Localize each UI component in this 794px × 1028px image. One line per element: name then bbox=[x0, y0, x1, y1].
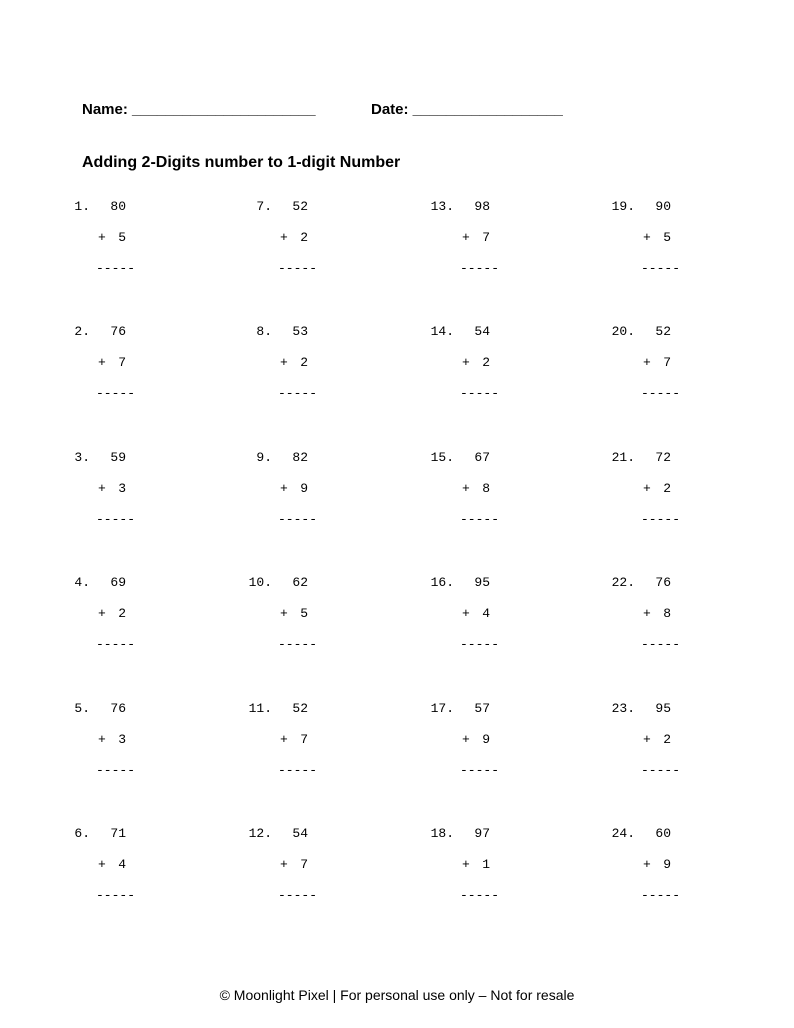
problem-bottom-number: 7 bbox=[300, 732, 308, 747]
problem-bottom-number: 3 bbox=[118, 481, 126, 496]
problem-bottom-number: 2 bbox=[663, 732, 671, 747]
problem-bottom-number: 2 bbox=[482, 355, 490, 370]
problem-number: 19. bbox=[611, 199, 635, 214]
problem-top-number: 95 bbox=[655, 701, 671, 716]
plus-sign: + bbox=[643, 606, 651, 621]
problem-top-number: 76 bbox=[655, 575, 671, 590]
problem-number: 6. bbox=[74, 826, 90, 841]
date-field[interactable]: Date: __________________ bbox=[371, 101, 563, 118]
plus-sign: + bbox=[643, 857, 651, 872]
problem-number: 15. bbox=[430, 450, 454, 465]
problem-top-number: 54 bbox=[474, 324, 490, 339]
answer-line: ----- bbox=[641, 763, 681, 778]
problem-number: 9. bbox=[256, 450, 272, 465]
plus-sign: + bbox=[462, 230, 470, 245]
problem-bottom-number: 5 bbox=[118, 230, 126, 245]
problem-bottom-number: 9 bbox=[300, 481, 308, 496]
problem-number: 16. bbox=[430, 575, 454, 590]
problem-number: 8. bbox=[256, 324, 272, 339]
problem-19 bbox=[607, 199, 717, 279]
problem-3 bbox=[62, 450, 172, 530]
problem-bottom-number: 7 bbox=[482, 230, 490, 245]
problem-bottom-number: 3 bbox=[118, 732, 126, 747]
problem-top-number: 90 bbox=[655, 199, 671, 214]
problem-top-number: 76 bbox=[110, 324, 126, 339]
answer-line: ----- bbox=[641, 512, 681, 527]
plus-sign: + bbox=[280, 355, 288, 370]
answer-line: ----- bbox=[460, 386, 500, 401]
problem-6 bbox=[62, 826, 172, 906]
problem-15 bbox=[426, 450, 536, 530]
answer-line: ----- bbox=[96, 637, 136, 652]
problem-bottom-number: 5 bbox=[300, 606, 308, 621]
problem-bottom-number: 4 bbox=[482, 606, 490, 621]
answer-line: ----- bbox=[278, 512, 318, 527]
problem-8 bbox=[244, 324, 354, 404]
plus-sign: + bbox=[98, 606, 106, 621]
problem-bottom-number: 2 bbox=[300, 355, 308, 370]
problem-number: 18. bbox=[430, 826, 454, 841]
problem-top-number: 98 bbox=[474, 199, 490, 214]
problem-top-number: 76 bbox=[110, 701, 126, 716]
problem-bottom-number: 1 bbox=[482, 857, 490, 872]
problem-16 bbox=[426, 575, 536, 655]
problem-2 bbox=[62, 324, 172, 404]
answer-line: ----- bbox=[641, 386, 681, 401]
plus-sign: + bbox=[98, 355, 106, 370]
problem-17 bbox=[426, 701, 536, 781]
answer-line: ----- bbox=[460, 888, 500, 903]
plus-sign: + bbox=[462, 606, 470, 621]
problem-bottom-number: 7 bbox=[118, 355, 126, 370]
footer-copyright: © Moonlight Pixel | For personal use only – Not for resale bbox=[219, 987, 575, 1003]
plus-sign: + bbox=[462, 732, 470, 747]
answer-line: ----- bbox=[96, 763, 136, 778]
answer-line: ----- bbox=[641, 888, 681, 903]
problem-number: 23. bbox=[611, 701, 635, 716]
problem-top-number: 52 bbox=[292, 199, 308, 214]
problem-number: 11. bbox=[248, 701, 272, 716]
answer-line: ----- bbox=[278, 386, 318, 401]
problem-number: 3. bbox=[74, 450, 90, 465]
problem-top-number: 95 bbox=[474, 575, 490, 590]
problem-bottom-number: 7 bbox=[663, 355, 671, 370]
problem-top-number: 69 bbox=[110, 575, 126, 590]
answer-line: ----- bbox=[96, 261, 136, 276]
problem-top-number: 52 bbox=[655, 324, 671, 339]
problem-top-number: 97 bbox=[474, 826, 490, 841]
problem-number: 22. bbox=[611, 575, 635, 590]
problem-top-number: 62 bbox=[292, 575, 308, 590]
problem-number: 24. bbox=[611, 826, 635, 841]
plus-sign: + bbox=[280, 230, 288, 245]
problem-top-number: 52 bbox=[292, 701, 308, 716]
plus-sign: + bbox=[280, 481, 288, 496]
problem-number: 14. bbox=[430, 324, 454, 339]
plus-sign: + bbox=[462, 481, 470, 496]
plus-sign: + bbox=[462, 355, 470, 370]
problem-number: 1. bbox=[74, 199, 90, 214]
problem-bottom-number: 9 bbox=[663, 857, 671, 872]
problem-14 bbox=[426, 324, 536, 404]
problem-bottom-number: 2 bbox=[300, 230, 308, 245]
problem-bottom-number: 8 bbox=[663, 606, 671, 621]
problem-22 bbox=[607, 575, 717, 655]
plus-sign: + bbox=[643, 230, 651, 245]
problem-bottom-number: 4 bbox=[118, 857, 126, 872]
problem-number: 13. bbox=[430, 199, 454, 214]
answer-line: ----- bbox=[641, 637, 681, 652]
problem-11 bbox=[244, 701, 354, 781]
answer-line: ----- bbox=[278, 763, 318, 778]
problem-12 bbox=[244, 826, 354, 906]
problem-number: 7. bbox=[256, 199, 272, 214]
problem-top-number: 72 bbox=[655, 450, 671, 465]
answer-line: ----- bbox=[96, 512, 136, 527]
plus-sign: + bbox=[280, 606, 288, 621]
problem-top-number: 57 bbox=[474, 701, 490, 716]
answer-line: ----- bbox=[96, 386, 136, 401]
problem-bottom-number: 2 bbox=[118, 606, 126, 621]
problem-bottom-number: 8 bbox=[482, 481, 490, 496]
problem-5 bbox=[62, 701, 172, 781]
plus-sign: + bbox=[643, 355, 651, 370]
answer-line: ----- bbox=[460, 261, 500, 276]
problem-top-number: 80 bbox=[110, 199, 126, 214]
problem-bottom-number: 7 bbox=[300, 857, 308, 872]
problem-1 bbox=[62, 199, 172, 279]
problem-number: 20. bbox=[611, 324, 635, 339]
problem-bottom-number: 2 bbox=[663, 481, 671, 496]
problem-top-number: 60 bbox=[655, 826, 671, 841]
problem-top-number: 53 bbox=[292, 324, 308, 339]
problem-top-number: 59 bbox=[110, 450, 126, 465]
problem-number: 12. bbox=[248, 826, 272, 841]
problem-number: 17. bbox=[430, 701, 454, 716]
plus-sign: + bbox=[462, 857, 470, 872]
plus-sign: + bbox=[643, 481, 651, 496]
plus-sign: + bbox=[98, 481, 106, 496]
problem-23 bbox=[607, 701, 717, 781]
problem-number: 21. bbox=[611, 450, 635, 465]
problem-4 bbox=[62, 575, 172, 655]
name-field[interactable]: Name: ______________________ bbox=[82, 101, 316, 118]
answer-line: ----- bbox=[278, 261, 318, 276]
problem-number: 5. bbox=[74, 701, 90, 716]
answer-line: ----- bbox=[460, 637, 500, 652]
answer-line: ----- bbox=[460, 512, 500, 527]
answer-line: ----- bbox=[641, 261, 681, 276]
problem-10 bbox=[244, 575, 354, 655]
problem-top-number: 82 bbox=[292, 450, 308, 465]
answer-line: ----- bbox=[96, 888, 136, 903]
problem-top-number: 67 bbox=[474, 450, 490, 465]
problem-7 bbox=[244, 199, 354, 279]
plus-sign: + bbox=[643, 732, 651, 747]
problem-9 bbox=[244, 450, 354, 530]
worksheet-title: Adding 2-Digits number to 1-digit Number bbox=[82, 154, 401, 171]
problem-number: 4. bbox=[74, 575, 90, 590]
plus-sign: + bbox=[98, 857, 106, 872]
problem-21 bbox=[607, 450, 717, 530]
problem-bottom-number: 9 bbox=[482, 732, 490, 747]
problem-number: 10. bbox=[248, 575, 272, 590]
answer-line: ----- bbox=[278, 637, 318, 652]
problem-18 bbox=[426, 826, 536, 906]
problem-13 bbox=[426, 199, 536, 279]
plus-sign: + bbox=[280, 732, 288, 747]
problem-bottom-number: 5 bbox=[663, 230, 671, 245]
answer-line: ----- bbox=[460, 763, 500, 778]
problem-top-number: 71 bbox=[110, 826, 126, 841]
problem-number: 2. bbox=[74, 324, 90, 339]
plus-sign: + bbox=[280, 857, 288, 872]
problem-20 bbox=[607, 324, 717, 404]
plus-sign: + bbox=[98, 230, 106, 245]
problem-top-number: 54 bbox=[292, 826, 308, 841]
problem-24 bbox=[607, 826, 717, 906]
plus-sign: + bbox=[98, 732, 106, 747]
answer-line: ----- bbox=[278, 888, 318, 903]
